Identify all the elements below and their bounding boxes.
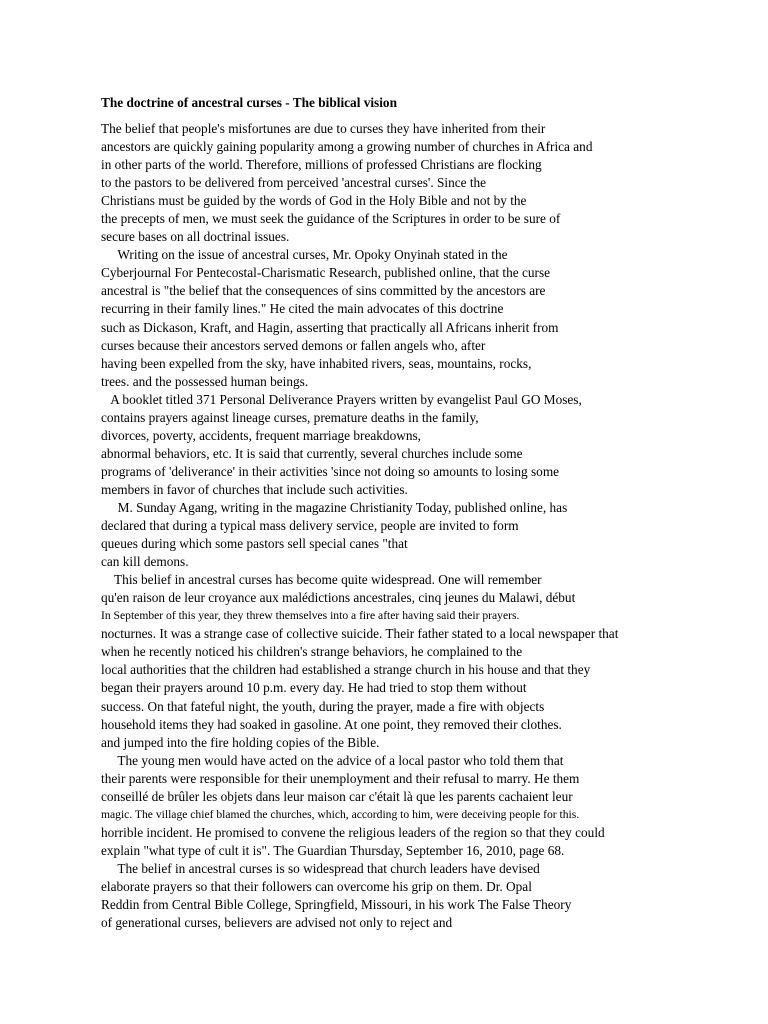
text-line: and jumped into the fire holding copies of the Bible.: [101, 734, 380, 750]
text-line: when he recently noticed his children's strange behaviors, he complained to the: [101, 644, 523, 660]
text-line: Cyberjournal For Pentecostal-Charismatic Research, published online, that the curse: [101, 265, 551, 281]
text-line: trees. and the possessed human beings.: [101, 373, 309, 389]
text-line: explain "what type of cult it is". The Guardian Thursday, September 16, 2010, page 68.: [101, 842, 565, 858]
text-line: can kill demons.: [101, 554, 189, 570]
text-line: their parents were responsible for their unemployment and their refusal to marry. He them: [101, 770, 580, 786]
text-line: This belief in ancestral curses has become quite widespread. One will remember: [101, 572, 542, 588]
text-line: contains prayers against lineage curses, premature deaths in the family,: [101, 409, 479, 425]
text-line: nocturnes. It was a strange case of collective suicide. Their father stated to a local newspaper that: [101, 626, 619, 642]
text-line: to the pastors to be delivered from perceived 'ancestral curses'. Since the: [101, 175, 487, 191]
text-line: M. Sunday Agang, writing in the magazine Christianity Today, published online, has: [101, 499, 568, 515]
text-line: elaborate prayers so that their followers can overcome his grip on them. Dr. Opal: [101, 878, 532, 894]
text-line: magic. The village chief blamed the churches, which, according to him, were deceiving people for this.: [101, 807, 580, 821]
text-line: recurring in their family lines." He cited the main advocates of this doctrine: [101, 301, 504, 317]
document-title: The doctrine of ancestral curses - The biblical vision: [101, 95, 397, 110]
text-line: household items they had soaked in gasoline. At one point, they removed their clothes.: [101, 716, 562, 732]
text-line: A booklet titled 371 Personal Deliverance Prayers written by evangelist Paul GO Moses,: [101, 391, 582, 407]
text-line: divorces, poverty, accidents, frequent marriage breakdowns,: [101, 427, 421, 443]
text-line: having been expelled from the sky, have inhabited rivers, seas, mountains, rocks,: [101, 355, 532, 371]
text-line: The belief that people's misfortunes are due to curses they have inherited from their: [101, 121, 546, 136]
text-line: of generational curses, believers are advised not only to reject and: [101, 915, 453, 931]
text-line: Christians must be guided by the words of God in the Holy Bible and not by the: [101, 193, 527, 209]
text-line: abnormal behaviors, etc. It is said that currently, several churches include some: [101, 445, 523, 461]
text-line: The young men would have acted on the advice of a local pastor who told them that: [101, 752, 564, 768]
text-line: The belief in ancestral curses is so widespread that church leaders have devised: [101, 860, 540, 876]
text-line: conseillé de brûler les objets dans leur maison car c'était là que les parents cachaient leur: [101, 788, 573, 804]
text-line: ancestors are quickly gaining popularity among a growing number of churches in Africa and: [101, 139, 593, 155]
text-line: members in favor of churches that include such activities.: [101, 481, 408, 497]
text-line: the precepts of men, we must seek the guidance of the Scriptures in order to be sure of: [101, 211, 561, 227]
text-line: began their prayers around 10 p.m. every day. He had tried to stop them without: [101, 680, 527, 696]
text-line: Writing on the issue of ancestral curses, Mr. Opoky Onyinah stated in the: [101, 247, 508, 263]
text-line: qu'en raison de leur croyance aux malédictions ancestrales, cinq jeunes du Malawi, début: [101, 590, 576, 606]
text-line: in other parts of the world. Therefore, millions of professed Christians are flocking: [101, 157, 542, 173]
text-line: In September of this year, they threw themselves into a fire after having said their prayers.: [101, 609, 520, 623]
text-line: curses because their ancestors served demons or fallen angels who, after: [101, 337, 486, 353]
document-body: [101, 120, 741, 932]
text-line: Reddin from Central Bible College, Springfield, Missouri, in his work The False Theory: [101, 897, 572, 913]
text-line: programs of 'deliverance' in their activities 'since not doing so amounts to losing some: [101, 463, 560, 479]
text-line: ancestral is "the belief that the consequences of sins committed by the ancestors are: [101, 283, 546, 299]
text-line: success. On that fateful night, the youth, during the prayer, made a fire with objects: [101, 698, 545, 714]
text-line: secure bases on all doctrinal issues.: [101, 229, 290, 245]
text-line: such as Dickason, Kraft, and Hagin, asserting that practically all Africans inherit from: [101, 319, 559, 335]
text-line: horrible incident. He promised to convene the religious leaders of the region so that they could: [101, 824, 605, 840]
text-line: queues during which some pastors sell special canes "that: [101, 536, 408, 552]
text-line: local authorities that the children had established a strange church in his house and that they: [101, 662, 591, 678]
text-line: declared that during a typical mass delivery service, people are invited to form: [101, 518, 519, 534]
